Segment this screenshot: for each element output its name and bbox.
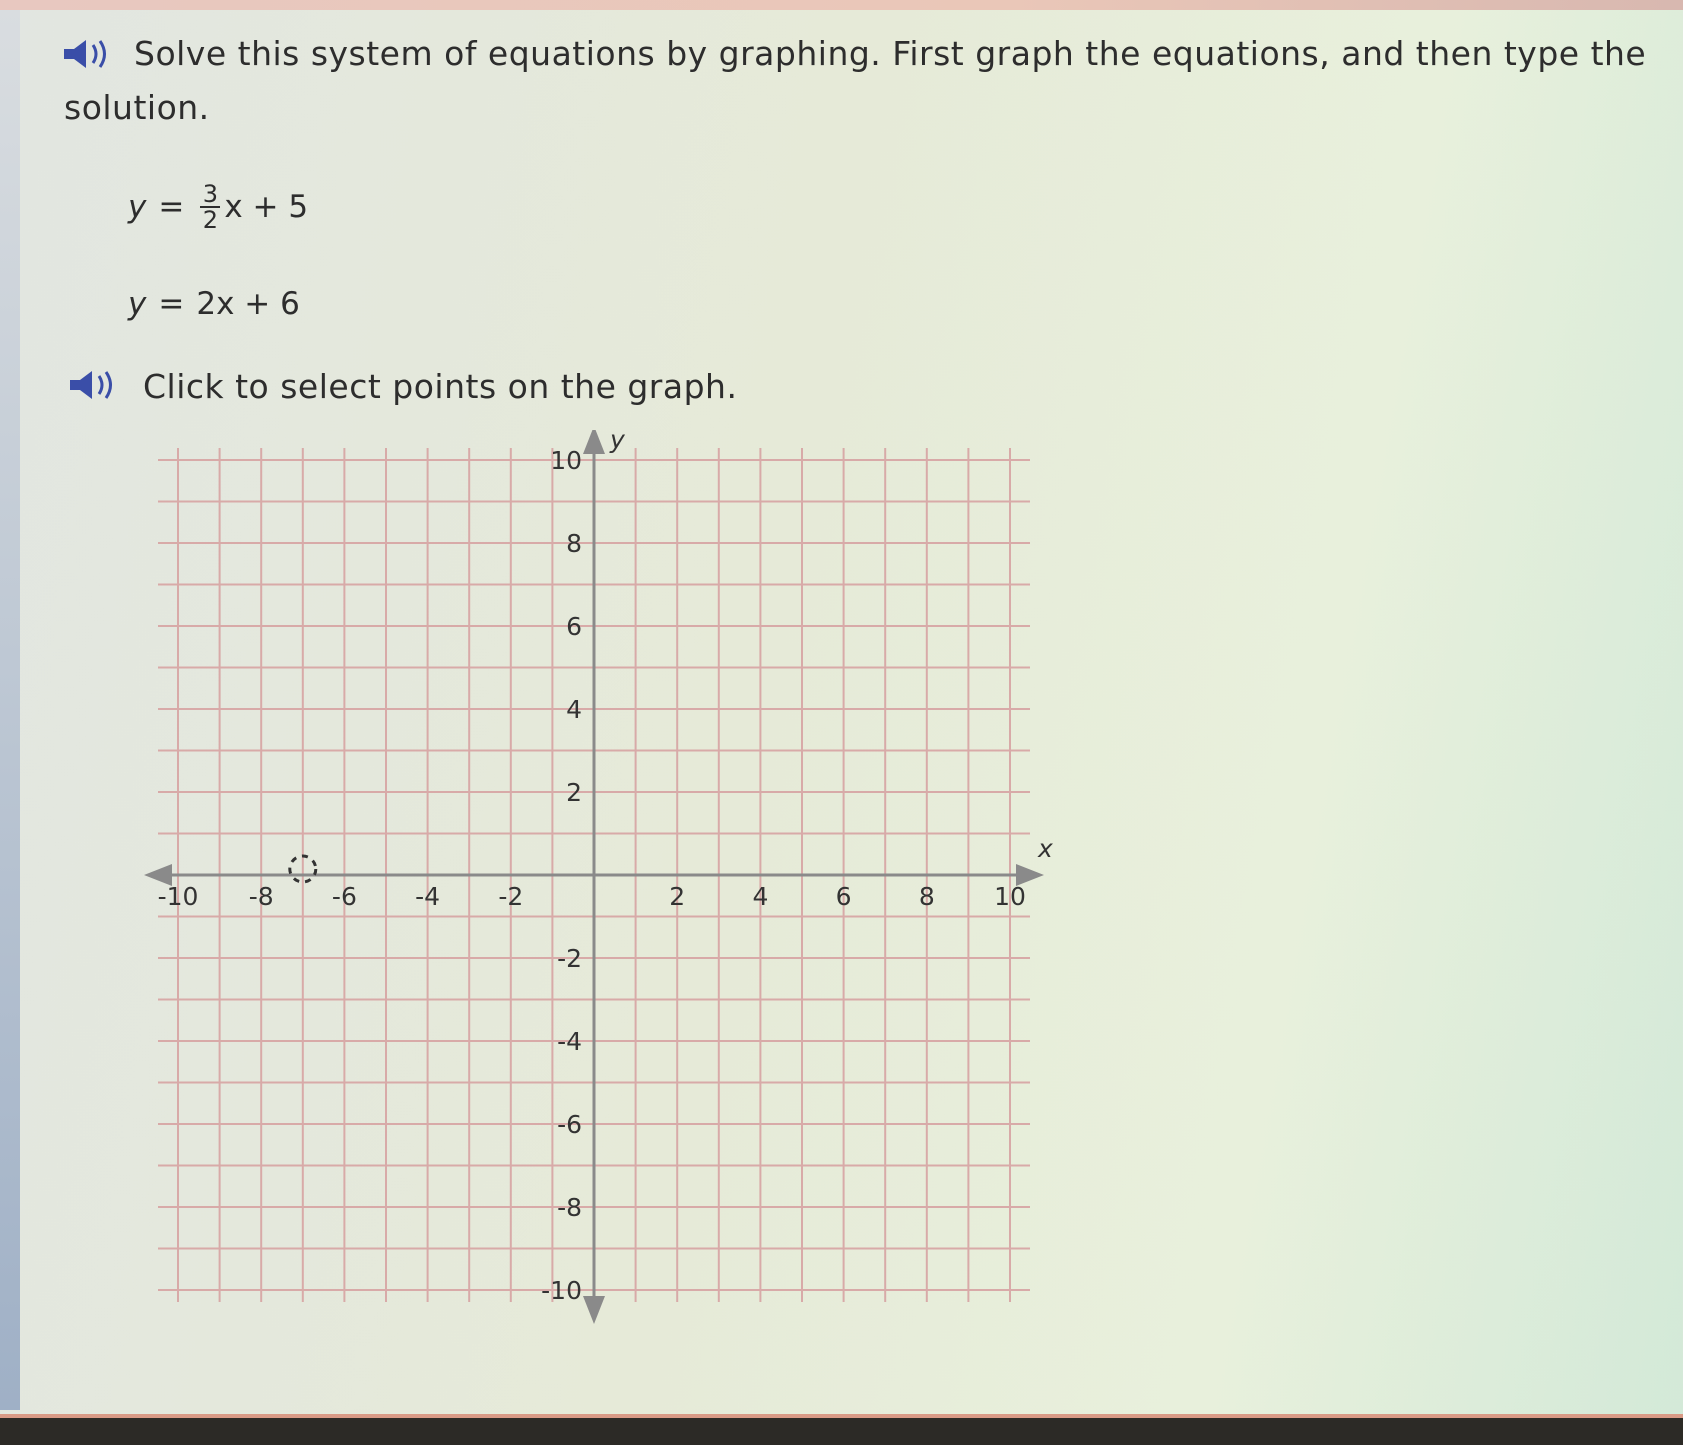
equation-1-lhs: y	[128, 189, 147, 225]
x-tick-label: -6	[331, 882, 357, 911]
x-tick-label: -2	[498, 882, 524, 911]
coordinate-graph[interactable]	[130, 430, 1130, 1410]
axes	[144, 430, 1044, 1324]
instruction-text-continued: solution.	[64, 88, 210, 127]
y-tick-label: 10	[550, 446, 582, 475]
graph-prompt: Click to select points on the graph.	[143, 367, 738, 406]
equation-2	[128, 286, 300, 322]
equation-1-relation: =	[158, 189, 185, 225]
y-tick-label: -6	[557, 1110, 582, 1139]
y-tick-label: 8	[566, 529, 582, 558]
y-axis-label: y	[610, 430, 625, 454]
window-edge	[0, 10, 20, 1410]
fraction-denominator: 2	[202, 206, 218, 234]
x-tick-label: 8	[918, 882, 935, 911]
equation-2-relation: =	[158, 286, 185, 322]
equation-1-rest: x + 5	[224, 189, 309, 225]
x-tick-label: 6	[835, 882, 852, 911]
y-axis-arrow-up	[583, 430, 605, 454]
taskbar	[0, 1414, 1683, 1445]
y-tick-label: -10	[541, 1276, 582, 1305]
y-tick-label: 6	[566, 612, 582, 641]
y-tick-label: 4	[566, 695, 582, 724]
x-axis-label: x	[1038, 834, 1053, 863]
y-axis-arrow-down	[583, 1296, 605, 1324]
instruction-text: Solve this system of equations by graphing. First graph the equations, and then type the	[134, 34, 1647, 73]
equation-1	[128, 182, 308, 232]
x-tick-label: 2	[669, 882, 686, 911]
equation-2-rest: 2x + 6	[196, 286, 300, 322]
speaker-icon[interactable]	[62, 37, 120, 71]
fraction	[200, 182, 220, 232]
y-tick-label: -4	[557, 1027, 582, 1056]
x-tick-label: -8	[248, 882, 274, 911]
y-tick-label: -2	[557, 944, 582, 973]
x-tick-label: 10	[994, 882, 1026, 911]
top-strip	[0, 0, 1683, 10]
y-tick-label: 2	[566, 778, 582, 807]
tick-labels	[158, 430, 1053, 1305]
speaker-icon[interactable]	[68, 368, 126, 402]
x-tick-label: -10	[157, 882, 199, 911]
equation-2-lhs: y	[128, 286, 147, 322]
x-tick-label: 4	[752, 882, 769, 911]
x-tick-label: -4	[415, 882, 441, 911]
y-tick-label: -8	[557, 1193, 582, 1222]
fraction-numerator: 3	[202, 180, 218, 208]
